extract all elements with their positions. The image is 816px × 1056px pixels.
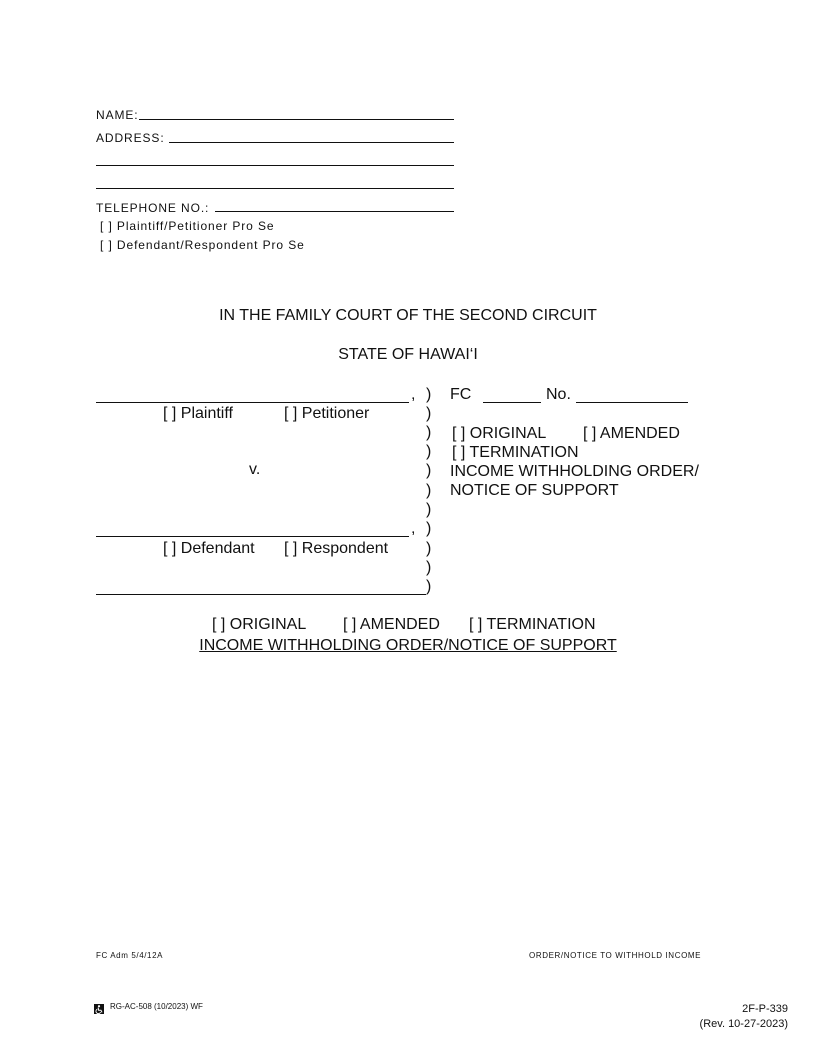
form-number: 2F-P-339: [742, 1003, 788, 1015]
caption-paren: ): [426, 501, 432, 518]
revision-date: (Rev. 10-27-2023): [699, 1018, 788, 1030]
fc-label: FC: [450, 386, 472, 403]
name-field[interactable]: [139, 119, 454, 120]
versus-label: v.: [249, 461, 261, 478]
caption-paren: ): [426, 540, 432, 557]
plaintiff-name-line[interactable]: [96, 402, 409, 403]
caption-comma-2: ,: [411, 520, 416, 537]
address-field-line-3[interactable]: [96, 188, 454, 189]
accessibility-code: RG-AC-508 (10/2023) WF: [110, 1002, 203, 1011]
court-title: IN THE FAMILY COURT OF THE SECOND CIRCUIT: [219, 307, 597, 324]
case-original-checkbox[interactable]: [ ] ORIGINAL: [452, 425, 547, 442]
address-label: ADDRESS:: [96, 131, 165, 145]
fc-field[interactable]: [483, 402, 541, 403]
heading-amended-checkbox[interactable]: [ ] AMENDED: [343, 616, 440, 633]
caption-paren: ): [426, 462, 432, 479]
telephone-label: TELEPHONE NO.:: [96, 201, 210, 215]
document-title: INCOME WITHHOLDING ORDER/NOTICE OF SUPPORT: [199, 637, 617, 654]
caption-paren: ): [426, 405, 432, 422]
telephone-field[interactable]: [215, 211, 454, 212]
heading-original-checkbox[interactable]: [ ] ORIGINAL: [212, 616, 307, 633]
footer-form-code: FC Adm 5/4/12A: [96, 951, 164, 960]
pro-se-defendant-checkbox[interactable]: [ ] Defendant/Respondent Pro Se: [100, 238, 305, 252]
case-termination-checkbox[interactable]: [ ] TERMINATION: [452, 444, 579, 461]
footer-form-label: ORDER/NOTICE TO WITHHOLD INCOME: [529, 951, 702, 960]
defendant-checkbox[interactable]: [ ] Defendant: [163, 540, 255, 557]
respondent-checkbox[interactable]: [ ] Respondent: [284, 540, 389, 557]
address-field-line-2[interactable]: [96, 165, 454, 166]
pro-se-plaintiff-checkbox[interactable]: [ ] Plaintiff/Petitioner Pro Se: [100, 219, 275, 233]
case-document-title-line-2: NOTICE OF SUPPORT: [450, 482, 619, 499]
caption-paren: ): [426, 559, 432, 576]
caption-paren: ): [426, 424, 432, 441]
additional-party-line[interactable]: [96, 594, 426, 595]
caption-paren: ): [426, 386, 432, 403]
case-document-title-line-1: INCOME WITHHOLDING ORDER/: [450, 463, 699, 480]
address-field-line-1[interactable]: [169, 142, 454, 143]
state-title: STATE OF HAWAI‘I: [338, 346, 478, 363]
petitioner-checkbox[interactable]: [ ] Petitioner: [284, 405, 370, 422]
caption-paren: ): [426, 482, 432, 499]
caption-comma-1: ,: [411, 386, 416, 403]
case-number-field[interactable]: [576, 402, 688, 403]
caption-paren: ): [426, 520, 432, 537]
caption-paren: ): [426, 578, 432, 595]
case-no-label: No.: [546, 386, 571, 403]
defendant-name-line[interactable]: [96, 536, 409, 537]
name-label: NAME:: [96, 108, 139, 122]
accessibility-icon: [94, 1001, 104, 1011]
caption-paren: ): [426, 443, 432, 460]
case-amended-checkbox[interactable]: [ ] AMENDED: [583, 425, 680, 442]
plaintiff-checkbox[interactable]: [ ] Plaintiff: [163, 405, 233, 422]
heading-termination-checkbox[interactable]: [ ] TERMINATION: [469, 616, 596, 633]
